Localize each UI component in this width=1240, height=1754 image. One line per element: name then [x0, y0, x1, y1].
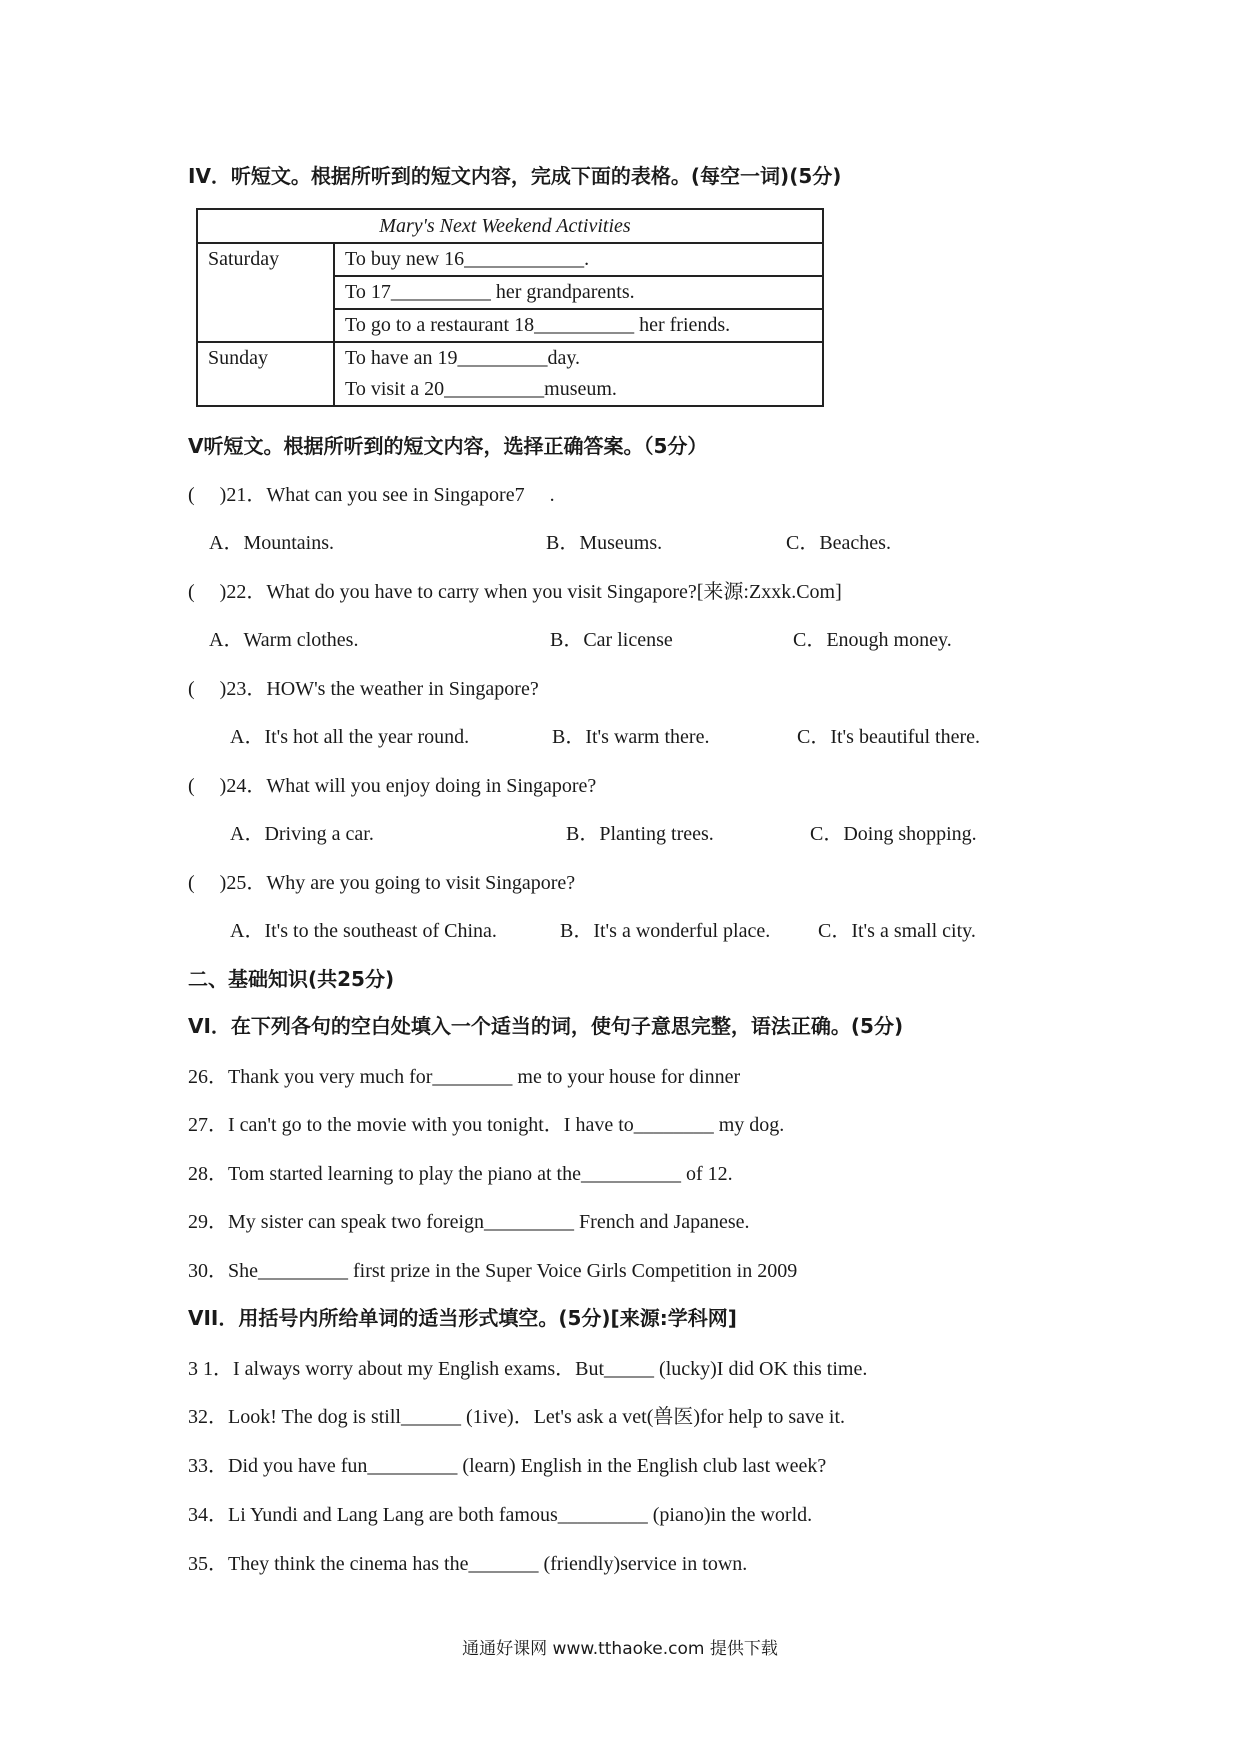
- option-a: A．It's hot all the year round.: [230, 726, 470, 748]
- option-a: A．Driving a car.: [230, 823, 374, 845]
- part-2-heading: 二、基础知识(共25分): [188, 967, 395, 991]
- table-row: To have an 19_________day.: [334, 342, 823, 374]
- option-c: C．Enough money.: [793, 629, 952, 651]
- option-c: C．Doing shopping.: [810, 823, 977, 845]
- section-4-heading: IV．听短文。根据所听到的短文内容，完成下面的表格。(每空一词)(5分): [188, 164, 842, 188]
- option-a: A．Warm clothes.: [209, 629, 359, 651]
- fill-blank-item: 28．Tom started learning to play the piano at the__________ of 12.: [188, 1163, 733, 1185]
- option-b: B．Planting trees.: [566, 823, 714, 845]
- word-form-item: 33．Did you have fun_________ (learn) English in the English club last week?: [188, 1455, 827, 1477]
- word-form-item: 34．Li Yundi and Lang Lang are both famous_________ (piano)in the world.: [188, 1504, 813, 1526]
- option-b: B．It's a wonderful place.: [560, 920, 771, 942]
- section-7-heading: VII．用括号内所给单词的适当形式填空。(5分)[来源:学科网]: [188, 1306, 737, 1330]
- section-6-heading: VI．在下列各句的空白处填入一个适当的词，使句子意思完整，语法正确。(5分): [188, 1014, 904, 1038]
- table-caption: Mary's Next Weekend Activities: [197, 209, 823, 243]
- question-stem: ( )23．HOW's the weather in Singapore?: [188, 678, 539, 700]
- fill-blank-item: 30．She_________ first prize in the Super Voice Girls Competition in 2009: [188, 1260, 798, 1282]
- option-c: C．It's a small city.: [818, 920, 976, 942]
- page-footer: 通通好课网 www.tthaoke.com 提供下载: [462, 1639, 778, 1659]
- table-row: To buy new 16____________.: [334, 243, 823, 276]
- question-stem: ( )25．Why are you going to visit Singapore?: [188, 872, 576, 894]
- question-stem: ( )22．What do you have to carry when you visit Singapore?[来源:Zxxk.Com]: [188, 581, 842, 603]
- sunday-cell: Sunday: [197, 342, 334, 406]
- word-form-item: 3 1．I always worry about my English exams．But_____ (lucky)I did OK this time.: [188, 1358, 868, 1380]
- option-b: B．It's warm there.: [552, 726, 710, 748]
- saturday-cell: Saturday: [197, 243, 334, 342]
- option-a: A．Mountains.: [209, 532, 334, 554]
- table-row: To go to a restaurant 18__________ her friends.: [334, 309, 823, 342]
- word-form-item: 35．They think the cinema has the_______ (friendly)service in town.: [188, 1553, 748, 1575]
- question-stem: ( )21．What can you see in Singapore7 .: [188, 484, 555, 506]
- option-a: A．It's to the southeast of China.: [230, 920, 497, 942]
- word-form-item: 32．Look! The dog is still______ (1ive)．Let's ask a vet(兽医)for help to save it.: [188, 1406, 846, 1428]
- fill-blank-item: 26．Thank you very much for________ me to your house for dinner: [188, 1066, 741, 1088]
- weekend-activities-table: [196, 208, 824, 407]
- question-stem: ( )24．What will you enjoy doing in Singapore?: [188, 775, 597, 797]
- section-5-heading: V听短文。根据所听到的短文内容，选择正确答案。（5分）: [188, 434, 708, 458]
- option-c: C．It's beautiful there.: [797, 726, 980, 748]
- option-b: B．Museums.: [546, 532, 663, 554]
- fill-blank-item: 29．My sister can speak two foreign_________ French and Japanese.: [188, 1211, 750, 1233]
- table-row: To visit a 20__________museum.: [334, 374, 823, 406]
- option-c: C．Beaches.: [786, 532, 891, 554]
- fill-blank-item: 27．I can't go to the movie with you tonight．I have to________ my dog.: [188, 1114, 785, 1136]
- table-row: To 17__________ her grandparents.: [334, 276, 823, 309]
- option-b: B．Car license: [550, 629, 673, 651]
